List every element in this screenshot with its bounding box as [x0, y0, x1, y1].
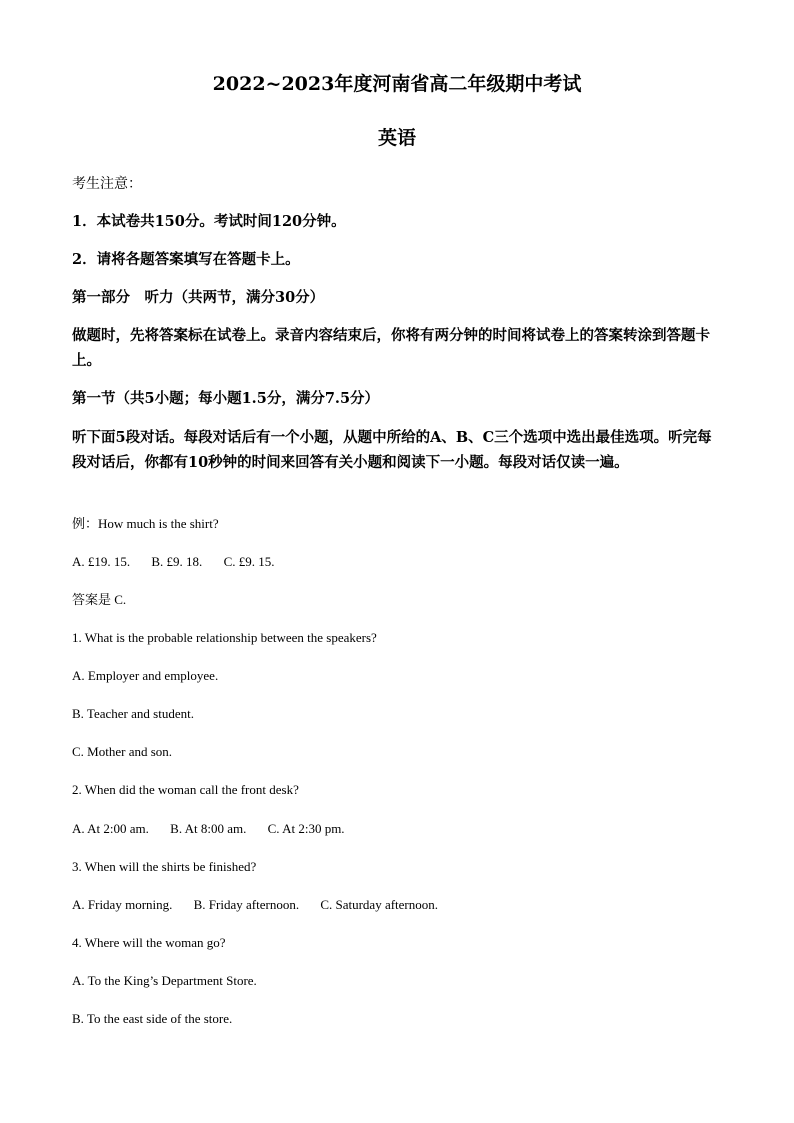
question-3-option-c: C. Saturday afternoon.	[320, 897, 439, 912]
question-1-option-a: A. Employer and employee.	[72, 668, 219, 683]
example-option-b: B. £9. 18.	[151, 554, 203, 569]
exam-title: 2022~2023年度河南省高二年级期中考试	[212, 73, 582, 95]
example-option-a: A. £19. 15.	[72, 554, 131, 569]
section1-heading: 第一节（共5小题；每小题1.5分，满分7.5分）	[72, 390, 380, 407]
section1-instructions: 听下面5段对话。每段对话后有一个小题，从题中所给的A、B、C三个选项中选出最佳选项。听完每段对话后，你都有10秒钟的时间来回答有关小题和阅读下一小题。每段对话仅读一遍。	[72, 429, 712, 471]
question-4: 4. Where will the woman go?	[72, 935, 226, 950]
example-options	[72, 553, 722, 571]
question-4-option-a: A. To the King’s Department Store.	[72, 973, 257, 988]
notice-item-2: 2．请将各题答案填写在答题卡上。	[72, 251, 300, 268]
question-4-option-b: B. To the east side of the store.	[72, 1011, 233, 1026]
question-2-option-c: C. At 2:30 pm.	[267, 821, 345, 836]
question-2-options	[72, 820, 722, 838]
part1-heading: 第一部分 听力（共两节，满分30分）	[72, 289, 325, 306]
notice-heading: 考生注意：	[72, 176, 142, 192]
question-3-option-b: B. Friday afternoon.	[193, 897, 300, 912]
example-question: 例：How much is the shirt?	[72, 516, 219, 531]
question-2-option-a: A. At 2:00 am.	[72, 821, 149, 836]
question-1-option-c: C. Mother and son.	[72, 744, 173, 759]
part1-instructions: 做题时，先将答案标在试卷上。录音内容结束后，你将有两分钟的时间将试卷上的答案转涂到答题卡上。	[72, 327, 710, 369]
question-3-option-a: A. Friday morning.	[72, 897, 173, 912]
notice-item-1: 1．本试卷共150分。考试时间120分钟。	[72, 213, 346, 230]
question-3: 3. When will the shirts be finished?	[72, 859, 257, 874]
question-3-options	[72, 896, 722, 914]
question-2: 2. When did the woman call the front desk?	[72, 782, 299, 797]
question-1-option-b: B. Teacher and student.	[72, 706, 194, 721]
example-answer: 答案是 C.	[72, 592, 127, 607]
question-2-option-b: B. At 8:00 am.	[170, 821, 247, 836]
example-option-c: C. £9. 15.	[223, 554, 275, 569]
subject-title: 英语	[377, 127, 416, 149]
question-1: 1. What is the probable relationship between the speakers?	[72, 630, 377, 645]
